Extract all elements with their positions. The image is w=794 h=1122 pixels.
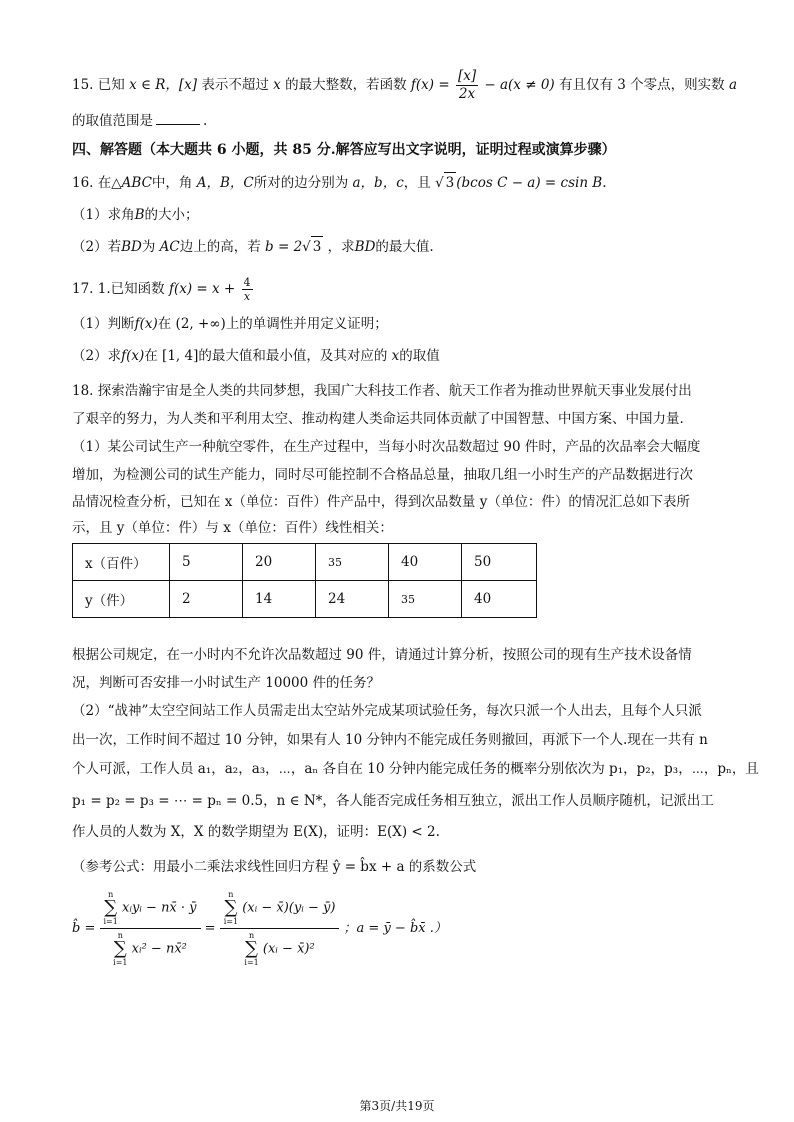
q18-p2-line3: 个人可派，工作人员 a₁，a₂，a₃，⋯，aₙ 各自在 10 分钟内能完成任务的概率分别依次为 p₁，p₂，p₃，⋯，pₙ，且 [72, 761, 759, 777]
q18-p2-line4: p₁ = p₂ = p₃ = ⋯ = pₙ = 0.5，n ∈ N*，各人能否完成任务相互独立，派出工作人员顺序随机，记派出工 [72, 793, 714, 809]
formula-fraction-2: n ∑ i=1 (xᵢ − x̄)(yᵢ − ȳ) n ∑ i=1 (xᵢ − x̄)² [220, 890, 340, 967]
q18-after-1: 根据公司规定，在一小时内不允许次品数超过 90 件，请通过计算分析，按照公司的现有生产技术设备情 [72, 647, 692, 663]
q15-fraction: $\frac{[x]}{2x}$ [457, 68, 477, 102]
q15-line1: 15. 已知 x ∈ R，[x] 表示不超过 x 的最大整数，若函数 f(x) = $\frac{[x]}{2x}$ − a(x ≠ 0) 有且仅有 3 个零点，则实数 a [72, 68, 738, 102]
table-cell: 50 [462, 544, 537, 581]
q18-p1-line4: 示，且 y（单位：件）与 x（单位：百件）线性相关： [72, 520, 393, 536]
formula-fraction-1: n ∑ i=1 xᵢyᵢ − nx̄ · ȳ n ∑ i=1 xᵢ² − nx̄² [100, 890, 201, 967]
q18-p2-line2: 出一次，工作时间不超过 10 分钟，如果有人 10 分钟内不能完成任务则撤回，再派下一个人.现在一共有 n [72, 732, 708, 748]
table-cell: 40 [389, 544, 462, 581]
table-cell: 40 [462, 581, 537, 618]
table-cell: 2 [170, 581, 243, 618]
table-cell: 35 [389, 581, 462, 618]
q15-line2: 的取值范围是 . [72, 110, 207, 131]
q18-intro-2: 了艰辛的努力，为人类和平利用太空、推动构建人类命运共同体贡献了中国智慧、中国方案、中国力量. [72, 411, 684, 427]
table-row [73, 581, 537, 618]
q18-intro-1: 18. 探索浩瀚宇宙是全人类的共同梦想，我国广大科技工作者、航天工作者为推动世界航天事业发展付出 [72, 383, 692, 399]
table-cell: 35 [316, 544, 389, 581]
table-cell: 20 [243, 544, 316, 581]
table-row [73, 544, 537, 581]
q18-p1-line2: 增加，为检测公司的试生产能力，同时尽可能控制不合格品总量，抽取几组一小时生产的产品数据进行次 [72, 467, 693, 483]
q18-after-2: 况，判断可否安排一小时试生产 10000 件的任务？ [72, 675, 381, 691]
q18-p2-line1: （2）“战神”太空空间站工作人员需走出太空站外完成某项试验任务，每次只派一个人出去，且每个人只派 [72, 703, 702, 719]
q17-fraction: $\frac{4}{x}$ [243, 276, 251, 303]
q17-stem: 17. 1.已知函数 f(x) = x + $\frac{4}{x}$ [72, 276, 251, 303]
answer-blank [156, 110, 200, 125]
table-cell: 24 [316, 581, 389, 618]
table-cell: 5 [170, 544, 243, 581]
table-header-x: x（百件） [73, 544, 170, 581]
data-table [72, 543, 537, 618]
table-cell: 14 [243, 581, 316, 618]
q17-part2: （2）求f(x)在 [1, 4]的最大值和最小值，及其对应的 x的取值 [72, 348, 440, 364]
q18-reference: （参考公式：用最小二乘法求线性回归方程 ŷ = b̂x + a 的系数公式 [72, 859, 477, 875]
q16-part1: （1）求角B的大小； [72, 207, 199, 223]
q16-part2: （2）若BD为 AC边上的高，若 b = 2√ 3 ，求BD的最大值. [72, 236, 434, 257]
q16-stem: 16. 在△ABC中，角 A，B，C所对的边分别为 a，b，c，且 √ 3 (bcos C − a) = csin B. [72, 172, 607, 193]
q18-p1-line1: （1）某公司试生产一种航空零件，在生产过程中，当每小时次品数超过 90 件时，产品的次品率会大幅度 [72, 439, 701, 455]
q18-p2-line5: 作人员的人数为 X，X 的数学期望为 E(X)，证明：E(X) < 2. [72, 824, 440, 840]
regression-formula: b̂ = n ∑ i=1 xᵢyᵢ − nx̄ · ȳ n ∑ i=1 xᵢ² − nx̄² = n ∑ i=1 (xᵢ − x̄)(yᵢ − ȳ) n ∑ i=1 (xᵢ − x̄)² ；a = ȳ − b̂x̄ .） [72, 890, 447, 967]
table-header-y: y（件） [73, 581, 170, 618]
section-heading: 四、解答题（本大题共 6 小题，共 85 分.解答应写出文字说明，证明过程或演算步骤） [72, 142, 616, 158]
page-footer: 第3页/共19页 [359, 1099, 435, 1113]
q18-p1-line3: 品情况检查分析，已知在 x（单位：百件）件产品中，得到次品数量 y（单位：件）的情况汇总如下表所 [72, 494, 690, 510]
q17-part1: （1）判断f(x)在 (2, +∞)上的单调性并用定义证明； [72, 316, 388, 332]
